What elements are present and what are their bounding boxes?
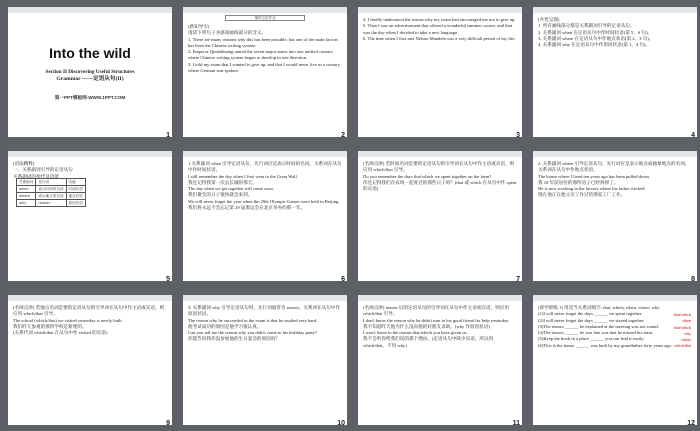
slide-face xyxy=(533,151,697,281)
slide-face xyxy=(8,151,172,281)
slide-face xyxy=(358,295,522,425)
slide-top-bar xyxy=(8,7,172,13)
table-cell: 原因状语 xyxy=(66,200,85,207)
slide-top-bar xyxy=(8,151,172,157)
slide-number: 3 xyxy=(516,132,520,139)
slide-face xyxy=(183,7,347,137)
slide-top-bar xyxy=(533,295,697,301)
site-credit: 第一PPT模板网-WWW.1PPT.COM xyxy=(54,95,126,100)
table-cell: 功能 xyxy=(66,179,85,186)
table-cell: where xyxy=(17,193,36,200)
slide-thumbnail[interactable] xyxy=(530,148,697,283)
slide-face xyxy=(358,7,522,137)
answer-item: when xyxy=(682,318,691,324)
answer-item: that/which xyxy=(674,324,691,330)
slide-thumbnail[interactable] xyxy=(355,148,522,283)
slide-top-bar xyxy=(183,295,347,301)
slide-face xyxy=(183,151,347,281)
slide-body-text: 3. 关系副词 why 引导定语从句时，先行词通常为 reason。关系词在从句中作原因状语。 The reason why he succeeded in the exam is that he studied very hard. 他考试成功的原因是他学习很认真。 Can you tell me the reason why you didn't come to his birthday party? 你能告诉我你没参加他的生日宴会的原因吗？ xyxy=(188,305,340,342)
slide-number: 11 xyxy=(512,420,520,427)
slide-title: Into the wild xyxy=(49,45,131,61)
slide-top-bar xyxy=(533,151,697,157)
slide-body-text: [名师点津] 若地点名词是要的定语从句的引导词在从句中作主语或宾语，则应用 which/that 引导。 The school (which/that) we visited yesterday is newly built. 我们昨天参观的那所学校是新建的。 (关系代词 which/that 在从句中作 visited 的宾语) xyxy=(13,305,165,336)
slide-number: 9 xyxy=(166,420,170,427)
answer-item: that/which xyxy=(674,312,691,317)
slide-thumbnail[interactable] xyxy=(180,4,347,139)
slide-number: 12 xyxy=(687,420,695,427)
slide-number: 8 xyxy=(691,276,695,283)
slide-body-text: 1.关系副词 when 引导定语从句，先行词应是表示时间的名词。关系词在从句中作时间状语。 I still remember the day when I first went to the Great Wall. 我还记得我第一次去长城的那天。 The day when we get together will come soon. 我们聚会的日子很快就会来到。 We will never forget the year when the 29th Olympic Games were held in Beijing. 我们将永远不会忘记第 29 届奥运会在北京举办的那一年。 xyxy=(188,161,342,211)
slide-thumbnail[interactable] xyxy=(355,4,522,139)
slide-body-text: [名师点津] reason 后的定语从句的引导词在从句中作主语或宾语，则应用 which/that 引导。 I don't know the reason why he didn't turn to his good friend for help yesterday. 我不知道昨天他为什么没向他的好朋友求助。(why 作原因状语) I won't listen to the reason that/which you have given us. 我不会听你给我们说的那个理由。(定语从句中缺少宾语，所以用 which/that，不用 why) xyxy=(363,305,510,348)
slide-thumbnail[interactable] xyxy=(180,292,347,427)
table-cell: 表示地点的名词 xyxy=(36,193,66,200)
slide-top-bar xyxy=(533,7,697,13)
slide-top-bar xyxy=(358,295,522,301)
slide-header-box: 课时分层作业 xyxy=(225,15,305,21)
slide-top-bar xyxy=(358,151,522,157)
slide-face xyxy=(533,7,697,137)
table-cell: 先行词 xyxy=(36,179,66,186)
slide-top-bar xyxy=(358,7,522,13)
slide-body-text: 4. I finally understood the reason why my exam had encouraged me not to give up. 5. Then I saw an advertisement that offered a wonderful summer course, and that was the day when I decided to take a new language. 6. The time when I first met Nelson Mandela was a very difficult period of my life. xyxy=(363,17,516,41)
slide-number: 1 xyxy=(166,132,170,139)
slide-number: 5 xyxy=(166,276,170,283)
slide-thumbnail[interactable] xyxy=(5,148,172,283)
slide-number: 6 xyxy=(341,276,345,283)
slide-top-bar xyxy=(183,7,347,13)
table-cell: when xyxy=(17,186,36,193)
answer-item: why xyxy=(684,330,691,336)
answer-item: which/that xyxy=(674,343,691,349)
slide-subtitle: Section II Discovering Useful Structures Grammar ——定语从句(II) xyxy=(45,69,135,82)
slide-top-bar xyxy=(183,151,347,157)
slide-number: 2 xyxy=(341,132,345,139)
slide-top-bar xyxy=(8,295,172,301)
slide-body-text: [即学即练 1] 用适当关系词填空: that, which, when, where, why (1)I will never forget the days ______ we spent together. (2)I will never forget the days ______ we stayed together. (3)The reason ______ he explained at the meeting was not sound. (4)The reason ______ he was late was that he missed his train. (5)Keep the book in a place ______ you can find it easily. (6)This is the house ______ was built by my grandfather forty years ago. xyxy=(538,305,673,348)
slide-body-text: 2. 关系副词 where 引导定语从句，先行词应是表示地点或抽象地点的名词。关系词在从句中作地点状语。 The house where I lived ten years ago has been pulled down. 我 10 年前居住的那所房子已经拆掉了。 He is now working in the factory where his father worked. 现在他正在他父亲工作过的那家工厂工作。 xyxy=(538,161,690,198)
table-cell: 时间状语 xyxy=(66,186,85,193)
table-cell: why xyxy=(17,200,36,207)
slide-thumbnail[interactable] xyxy=(180,148,347,283)
slide-face xyxy=(358,151,522,281)
slide-thumbnail[interactable] xyxy=(355,292,522,427)
slide-face xyxy=(8,295,172,425)
slide-number: 7 xyxy=(516,276,520,283)
answer-list xyxy=(674,312,691,350)
slide-body-text: [新知导引] 请读下列句子并感知画线部分的含义。 1. There are many reasons why this has been possible, but one of the main factors has been the Chinese writing system. 2. Emperor Qinshihuang united the seven major states into one unified country where Chinese writing system began to develop in one direction. 3. I told my exam that I wanted to give up, and that I would never live in a country where German was spoken. xyxy=(188,24,340,74)
slide-number: 4 xyxy=(691,132,695,139)
table-cell: 关系副词 xyxy=(17,179,36,186)
slide-number: 10 xyxy=(337,420,345,427)
table-cell: reason xyxy=(36,200,66,207)
slide-thumbnail[interactable] xyxy=(5,292,172,427)
relative-adverb-table xyxy=(16,178,86,207)
table-cell: 地点状语 xyxy=(66,193,85,200)
slide-face xyxy=(183,295,347,425)
answer-item: where xyxy=(681,337,691,343)
slide-body-text: [名师点津] 若时间名词是要的定语从句的引导词在从句中作主语或宾语，则应用 which/that 引导。 Do you remember the days that/which we spent together on the farm? 你还记得我们在农场一起度过的那些日子吗？(that 或 which 在从句中作 spent 的宾语) xyxy=(363,161,517,192)
slide-body-text: [共性呈现] 1. 所有画线部分都是关系副词引导的定语从句。 2. 关系副词 when 在定语从句中作时间状语(第 5、6 句)。 3. 关系副词 where 在定语从句中作地点状语(第 2、3 句)。 4. 关系副词 why 在定语从句中作原因状语(第 1、4 句)。 xyxy=(538,17,654,48)
slide-face xyxy=(533,295,697,425)
slide-body-text: [语法精释] 一、关系副词引导的定语从句 关系副词的指代及功能 xyxy=(13,161,73,179)
slide-thumbnail[interactable] xyxy=(530,292,697,427)
table-cell: 表示时间的名词 xyxy=(36,186,66,193)
slide-thumbnail[interactable] xyxy=(5,4,172,139)
slide-face xyxy=(8,7,172,137)
slide-thumbnail[interactable] xyxy=(530,4,697,139)
